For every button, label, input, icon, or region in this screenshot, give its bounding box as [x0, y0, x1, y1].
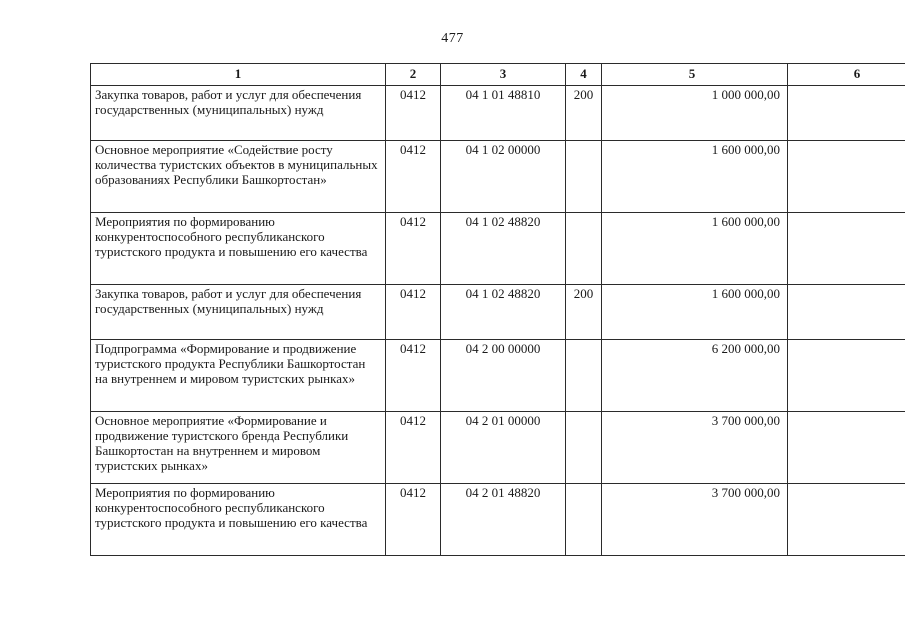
budget-table — [90, 63, 905, 556]
row-section: 0412 — [386, 285, 441, 340]
row-col6 — [788, 484, 905, 556]
table-row — [91, 141, 905, 213]
row-expense-type — [566, 340, 602, 412]
row-expense-type: 200 — [566, 86, 602, 141]
row-target: 04 2 01 00000 — [441, 412, 566, 484]
row-amount: 1 000 000,00 — [602, 86, 788, 141]
row-target: 04 1 02 48820 — [441, 213, 566, 285]
column-header-5: 5 — [602, 64, 788, 86]
row-section: 0412 — [386, 484, 441, 556]
table-row — [91, 340, 905, 412]
table-row — [91, 86, 905, 141]
row-target: 04 2 00 00000 — [441, 340, 566, 412]
table-row — [91, 213, 905, 285]
row-section: 0412 — [386, 86, 441, 141]
row-name: Подпрограмма «Формирование и продвижение туристского продукта Республики Башкортостан на внутреннем и мировом туристских рынках» — [91, 340, 386, 412]
row-col6 — [788, 213, 905, 285]
row-name: Мероприятия по формированию конкурентоспособного республиканского туристского продукта и повышению его качества — [91, 213, 386, 285]
row-col6 — [788, 340, 905, 412]
row-target: 04 2 01 48820 — [441, 484, 566, 556]
row-amount: 1 600 000,00 — [602, 213, 788, 285]
row-name: Основное мероприятие «Формирование и продвижение туристского бренда Республики Башкортостан на внутреннем и мировом туристских рынках» — [91, 412, 386, 484]
row-expense-type — [566, 141, 602, 213]
row-expense-type — [566, 412, 602, 484]
row-amount: 1 600 000,00 — [602, 141, 788, 213]
row-name: Мероприятия по формированию конкурентоспособного республиканского туристского продукта и повышению его качества — [91, 484, 386, 556]
row-target: 04 1 02 00000 — [441, 141, 566, 213]
row-name: Основное мероприятие «Содействие росту количества туристских объектов в муниципальных образованиях Республики Башкортостан» — [91, 141, 386, 213]
row-section: 0412 — [386, 213, 441, 285]
column-header-2: 2 — [386, 64, 441, 86]
table-header-row — [91, 64, 905, 86]
row-name: Закупка товаров, работ и услуг для обеспечения государственных (муниципальных) нужд — [91, 285, 386, 340]
row-col6 — [788, 141, 905, 213]
column-header-6: 6 — [788, 64, 905, 86]
column-header-3: 3 — [441, 64, 566, 86]
table-row — [91, 484, 905, 556]
row-col6 — [788, 86, 905, 141]
row-amount: 3 700 000,00 — [602, 412, 788, 484]
row-section: 0412 — [386, 412, 441, 484]
row-section: 0412 — [386, 141, 441, 213]
row-amount: 1 600 000,00 — [602, 285, 788, 340]
column-header-4: 4 — [566, 64, 602, 86]
row-target: 04 1 01 48810 — [441, 86, 566, 141]
row-col6 — [788, 412, 905, 484]
row-expense-type: 200 — [566, 285, 602, 340]
table-row — [91, 285, 905, 340]
row-name: Закупка товаров, работ и услуг для обеспечения государственных (муниципальных) нужд — [91, 86, 386, 141]
row-section: 0412 — [386, 340, 441, 412]
row-amount: 3 700 000,00 — [602, 484, 788, 556]
table-row — [91, 412, 905, 484]
row-expense-type — [566, 484, 602, 556]
row-amount: 6 200 000,00 — [602, 340, 788, 412]
row-expense-type — [566, 213, 602, 285]
page-number: 477 — [441, 31, 464, 46]
row-col6 — [788, 285, 905, 340]
column-header-1: 1 — [91, 64, 386, 86]
row-target: 04 1 02 48820 — [441, 285, 566, 340]
